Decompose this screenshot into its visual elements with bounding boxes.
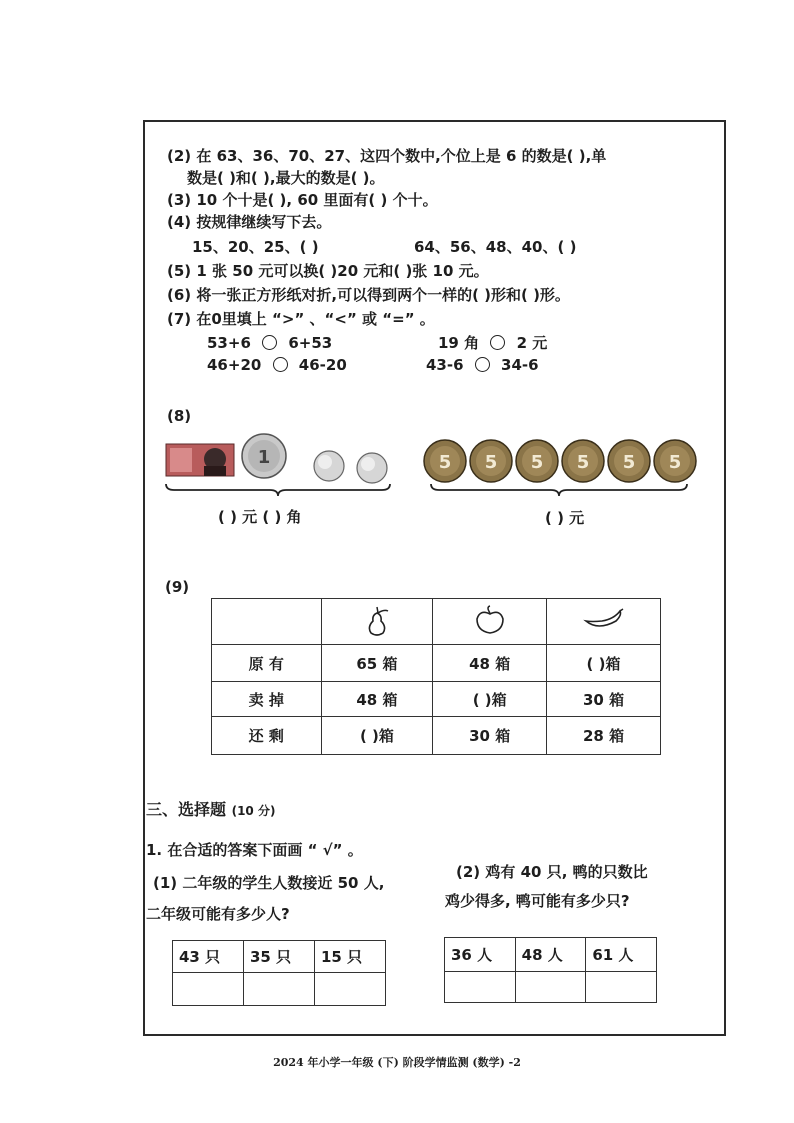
table-row [173,973,386,1006]
compare-left: 53+6 [207,334,251,352]
section3-heading [146,800,275,821]
compare-left: 43-6 [426,356,464,374]
answer-cell[interactable] [173,973,244,1006]
compare-circle[interactable] [475,357,490,372]
compare-item [438,333,547,353]
table-cell: 30 箱 [547,682,661,717]
compare-left: 46+20 [207,356,262,374]
q4-text: (4) 按规律继续写下去。 [167,213,332,231]
table-row [445,938,657,972]
answer-cell[interactable] [445,972,516,1003]
q5-text: (5) 1 张 50 元可以换( )20 元和( )张 10 元。 [167,262,489,280]
row-label: 卖 掉 [212,682,322,717]
q7-text: (7) 在0里填上 “>” 、“<” 或 “=” 。 [167,310,435,328]
s3-instruction: 1. 在合适的答案下面画 “ √” 。 [146,841,363,859]
compare-right: 46-20 [298,356,347,374]
s3-q2-line1: (2) 鸡有 40 只, 鸭的只数比 [456,863,648,881]
svg-text:5: 5 [622,452,636,473]
jiao-coin-icon [314,451,344,481]
table-row [212,682,661,717]
compare-item [207,355,347,375]
svg-text:5: 5 [668,452,682,473]
svg-text:5: 5 [438,452,452,473]
svg-text:5: 5 [484,452,498,473]
compare-right: 6+53 [288,334,333,352]
choice-option: 15 只 [315,941,386,973]
table-corner-cell [212,599,322,645]
five-jiao-coin-icon [654,440,696,482]
table-cell[interactable]: ( )箱 [321,717,433,755]
table-header-row [212,599,661,645]
table-cell: 28 箱 [547,717,661,755]
q9-label: (9) [165,578,190,596]
q8-right-answer: ( ) 元 [545,509,585,527]
choice-option: 61 人 [586,938,657,972]
five-jiao-coin-icon [516,440,558,482]
choice-table-right [444,937,657,1003]
q8-money-left [160,428,400,488]
five-jiao-coin-icon [562,440,604,482]
five-jiao-coin-icon [424,440,466,482]
compare-circle[interactable] [262,335,277,350]
table-row [212,717,661,755]
section3-title: 三、选择题 [146,800,227,819]
choice-option: 43 只 [173,941,244,973]
right-brace [425,482,695,498]
compare-item [426,355,539,375]
pear-icon [362,603,392,637]
banknote-icon [166,444,234,476]
s3-q1-line2: 二年级可能有多少人? [146,905,290,923]
fruit-table [211,598,661,755]
q8-left-answer: ( ) 元 ( ) 角 [218,508,302,526]
apple-header [433,599,547,645]
q4-sequence-1: 15、20、25、( ) [192,238,319,256]
q2-line2: 数是( )和( ),最大的数是( )。 [187,169,385,187]
apple-icon [474,605,506,635]
table-cell: 30 箱 [433,717,547,755]
compare-right: 34-6 [501,356,539,374]
choice-table-left [172,940,386,1006]
five-jiao-coin-icon [470,440,512,482]
q6-text: (6) 将一张正方形纸对折,可以得到两个一样的( )形和( )形。 [167,286,570,304]
table-row [212,645,661,682]
section3-points: (10 分) [231,804,276,818]
choice-option: 36 人 [445,938,516,972]
page-footer: 2024 年小学一年级 (下) 阶段学情监测 (数学) -2 [273,1056,521,1069]
table-row [173,941,386,973]
table-row [445,972,657,1003]
choice-option: 48 人 [515,938,586,972]
table-cell[interactable]: ( )箱 [433,682,547,717]
q8-label: (8) [167,407,192,425]
row-label: 还 剩 [212,717,322,755]
compare-right: 2 元 [516,334,548,352]
q3-text: (3) 10 个十是( ), 60 里面有( ) 个十。 [167,191,438,209]
compare-circle[interactable] [273,357,288,372]
svg-text:1: 1 [257,447,271,468]
s3-q1-line1: (1) 二年级的学生人数接近 50 人, [153,874,385,892]
page-border-frame [143,120,726,1036]
svg-text:5: 5 [530,452,544,473]
svg-text:5: 5 [576,452,590,473]
s3-q2-line2: 鸡少得多, 鸭可能有多少只? [445,892,630,910]
row-label: 原 有 [212,645,322,682]
choice-option: 35 只 [244,941,315,973]
jiao-coin-icon [357,453,387,483]
one-yuan-coin-icon [242,434,286,478]
left-brace [160,482,400,498]
compare-circle[interactable] [490,335,505,350]
q2-line1: (2) 在 63、36、70、27、这四个数中,个位上是 6 的数是( ),单 [167,147,607,165]
banana-icon [582,607,626,633]
answer-cell[interactable] [315,973,386,1006]
table-cell: 48 箱 [433,645,547,682]
table-cell[interactable]: ( )箱 [547,645,661,682]
table-cell: 65 箱 [321,645,433,682]
banana-header [547,599,661,645]
q4-sequence-2: 64、56、48、40、( ) [414,238,577,256]
compare-item [207,333,332,353]
table-cell: 48 箱 [321,682,433,717]
answer-cell[interactable] [244,973,315,1006]
answer-cell[interactable] [515,972,586,1003]
q8-coins-right [422,437,702,487]
pear-header [321,599,433,645]
answer-cell[interactable] [586,972,657,1003]
compare-left: 19 角 [438,334,480,352]
five-jiao-coin-icon [608,440,650,482]
